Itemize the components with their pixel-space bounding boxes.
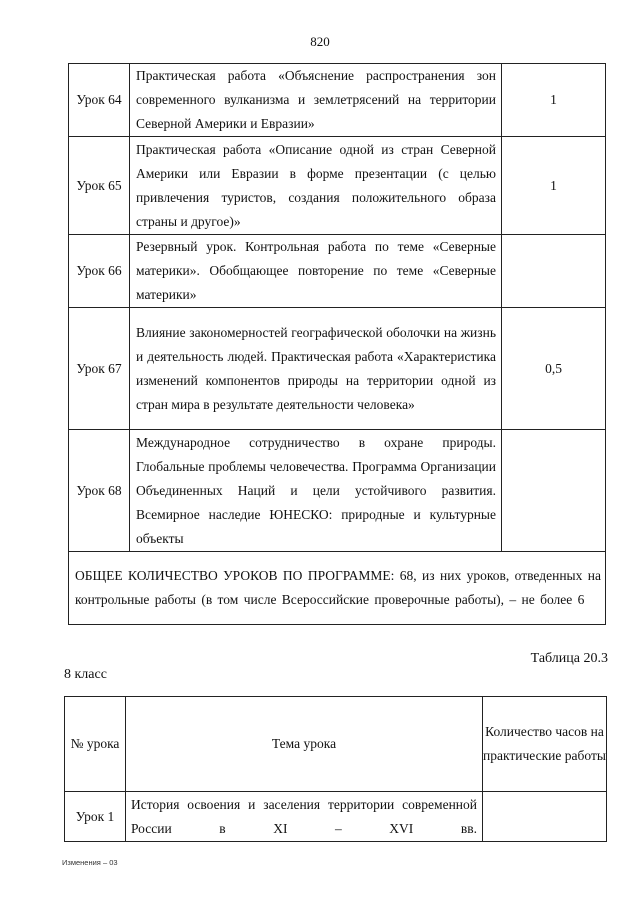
lessons-table-8-grade (64, 696, 607, 842)
lesson-hours-cell: 1 (502, 137, 606, 235)
lesson-topic-cell: Влияние закономерностей географической оболочки на жизнь и деятельность людей. Практическая работа «Характеристика изменений компонентов природы на территории одной из стран мира в результате деятельности человека» (130, 308, 502, 430)
lesson-topic-cell: Практическая работа «Описание одной из стран Северной Америки или Евразии в форме презентации (с целью привлечения туристов, создания положительного образа страны и другое)» (130, 137, 502, 235)
table-row (69, 308, 606, 430)
grade-label: 8 класс (64, 667, 107, 682)
lesson-hours-cell (502, 430, 606, 552)
lesson-hours-cell: 1 (502, 64, 606, 137)
table-row (69, 137, 606, 235)
lesson-topic-cell: Практическая работа «Объяснение распространения зон современного вулканизма и землетрясений на территории Северной Америки и Евразии» (130, 64, 502, 137)
total-lessons-note: ОБЩЕЕ КОЛИЧЕСТВО УРОКОВ ПО ПРОГРАММЕ: 68, из них уроков, отведенных на контрольные работы (в том числе Всероссийские проверочные работы), – не более 6 (69, 552, 606, 625)
page-number: 820 (310, 34, 330, 49)
lesson-number-cell: Урок 68 (69, 430, 130, 552)
lesson-topic-header: Тема урока (126, 697, 483, 792)
lesson-number-cell: Урок 65 (69, 137, 130, 235)
lesson-number-cell: Урок 67 (69, 308, 130, 430)
lesson-topic-cell: История освоения и заселения территории современной России в XI – XVI вв. (126, 792, 483, 842)
table-row (69, 430, 606, 552)
table-row (69, 235, 606, 308)
lesson-number-cell: Урок 64 (69, 64, 130, 137)
lesson-number-header: № урока (65, 697, 126, 792)
lesson-topic-cell: Международное сотрудничество в охране природы. Глобальные проблемы человечества. Программа Организации Объединенных Наций и цели устойчивого развития. Всемирное наследие ЮНЕСКО: природные и культурные объекты (130, 430, 502, 552)
lesson-hours-cell (502, 235, 606, 308)
table-header-row (65, 697, 607, 792)
table-row (65, 792, 607, 842)
lesson-number-cell: Урок 1 (65, 792, 126, 842)
lessons-table-7-grade (68, 63, 606, 625)
lesson-number-cell: Урок 66 (69, 235, 130, 308)
table-caption: Таблица 20.3 (530, 651, 608, 666)
table-row (69, 64, 606, 137)
lesson-hours-header: Количество часов на практические работы (483, 697, 607, 792)
lesson-topic-cell: Резервный урок. Контрольная работа по теме «Северные материки». Обобщающее повторение по теме «Северные материки» (130, 235, 502, 308)
revision-footer: Изменения – 03 (62, 858, 118, 867)
lesson-hours-cell: 0,5 (502, 308, 606, 430)
table-total-row (69, 552, 606, 625)
lesson-hours-cell (483, 792, 607, 842)
